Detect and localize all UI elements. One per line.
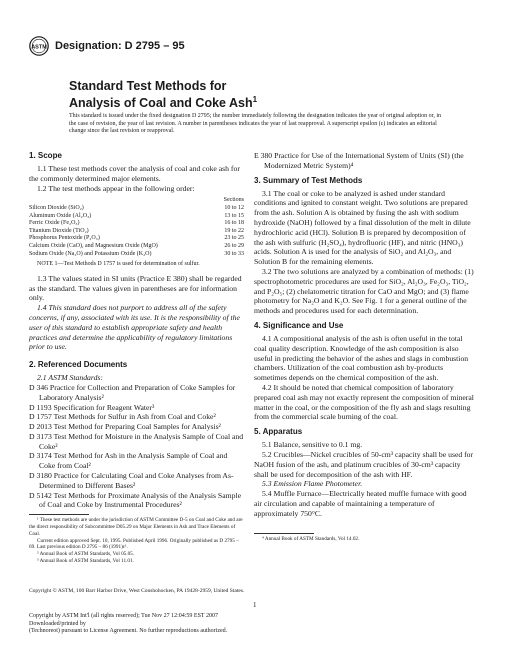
reference-item: D 3180 Practice for Calculating Coal and Coke Analyses from As-Determined to Different Bases² (29, 471, 234, 490)
title-line-1: Standard Test Methods for (69, 79, 227, 93)
summary-heading: 3. Summary of Test Methods (254, 175, 363, 185)
reference-item: D 3174 Test Method for Ash in the Analysis Sample of Coal and Coke from Coal² (29, 451, 228, 471)
page-number: 1 (253, 601, 257, 609)
section-row: Calcium Oxide (CaO), and Magnesium Oxide (MgO) 26 to 29 (29, 242, 244, 249)
apparatus-heading: 5. Apparatus (254, 427, 303, 437)
para-4-2: 4.2 It should be noted that chemical composition of laboratory prepared coal ash may not exactly represent the composition of mineral matter in the coal, or the composition of the fly ash and slags resulting from the commercial scale burning of the coal. (254, 382, 474, 422)
section-row: Ferric Oxide (Fe₂O₃) 16 to 18 (29, 220, 244, 227)
footnote: ¹ These test methods are under the jurisdiction of ASTM Committee D-5 on Coal and Coke and are the direct responsibility of Subcommittee D05.29 on Major Elements in Ash and Trace Elements of Coal. (29, 517, 243, 537)
refdocs-heading: 2. Referenced Documents (29, 360, 128, 370)
astm-logo (29, 36, 49, 56)
footnote: ³ Annual Book of ASTM Standards, Vol 11.01. (37, 558, 134, 565)
section-row: Silicon Dioxide (SiO₂) 10 to 12 (29, 204, 244, 211)
reference-item: D 346 Practice for Collection and Preparation of Coke Samples for Laboratory Analysis² (29, 382, 236, 402)
footer-line: Downloaded/printed by (29, 620, 86, 627)
footnote: ⁴ Annual Book of ASTM Standards, Vol 14.02. (262, 535, 360, 542)
reference-item: D 5142 Test Methods for Proximate Analysis of the Analysis Sample of Coal and Coke by Instrumental Procedures² (29, 490, 241, 510)
para-5-3: 5.3 Emission Flame Photometer. (262, 479, 363, 489)
para-1-3: 1.3 The values stated in SI units (Practice E 380) shall be regarded as the standard. The values given in parentheses are for information only. (29, 273, 242, 303)
scope-heading: 1. Scope (29, 151, 62, 160)
logo-text: ASTM (31, 44, 47, 51)
section-row: Titanium Dioxide (TiO₂) 19 to 22 (29, 227, 244, 234)
para-5-2: 5.2 Crucibles—Nickel crucibles of 50-cm³ capacity shall be used for NaOH fusion of the ash, and platinum crucibles of 30-cm³ capacity shall be used for decomposition of the ash with HF. (254, 449, 474, 479)
footnote: ² Annual Book of ASTM Standards, Vol 05.05. (37, 551, 135, 558)
para-1-1: 1.1 These test methods cover the analysis of coal and coke ash for the commonly determined major elements. (29, 164, 240, 183)
section-row: Phosphorus Pentoxide (P₂O₅) 23 to 25 (29, 235, 244, 242)
section-row: Aluminum Oxide (Al₂O₃) 13 to 15 (29, 212, 244, 219)
section-row: Sodium Oxide (Na₂O) and Potassium Oxide (K₂O) 30 to 33 (29, 250, 244, 257)
sections-table (29, 197, 244, 258)
document-title (69, 79, 369, 110)
reference-item-e380: E 380 Practice for Use of the International System of Units (SI) (the Modernized Metric System)⁴ (254, 151, 464, 170)
astm-standards-label: 2.1 ASTM Standards: (37, 373, 103, 383)
para-3-1: 3.1 The coal or coke to be analyzed is ashed under standard conditions and ignited to constant weight. Two solutions are prepared from the ash. Solution A is obtained by fusing the ash with sodium hydroxide (NaOH) followed by a final dissolution of the melt in dilute hydrochloric acid (HCl). Solution B is prepared by decomposition of the ash with sulfuric (H₂SO₄), hydrofluoric (HF), and nitric (HNO₃) acids. Solution A is used for the analysis of SiO₂ and Al₂O₃, and Solution B for the remaining elements. (254, 188, 471, 267)
title-line-2: Analysis of Coal and Coke Ash$^1$ (69, 95, 258, 111)
para-4-1: 4.1 A compositional analysis of the ash is often useful in the total coal quality description. Knowledge of the ash composition is also useful in predicting the behavior of the ashes and slags in combustion chambers. Utilization of the coal combustion ash by-products sometimes depends on the chemical composition of the ash. (254, 333, 469, 383)
right-column (254, 151, 476, 542)
footnote-divider (254, 533, 314, 534)
note-1: NOTE 1—Test Methods D 1757 is used for determination of sulfur. (37, 261, 200, 268)
significance-heading: 4. Significance and Use (254, 320, 344, 330)
reference-item: D 3173 Test Method for Moisture in the Analysis Sample of Coal and Coke² (29, 431, 244, 451)
reference-item: D 1193 Specification for Reagent Water³ (29, 402, 155, 412)
footer-line: (Technoreot) pursuant to License Agreement. No further reproductions authorized. (29, 628, 228, 634)
footer-line: Copyright by ASTM Int'l (all rights reserved); Tue Nov 27 12:04:59 EST 2007 (29, 613, 218, 619)
download-footer (29, 613, 449, 636)
footnote: Current edition approved Sept. 10, 1995. Published April 1996. Originally published as D 2795 – 69. Last previous edition D 2795 – 86 (1991)ε¹. (29, 537, 239, 551)
para-5-1: 5.1 Balance, sensitive to 0.1 mg. (262, 440, 363, 450)
para-1-4: 1.4 This standard does not purport to address all of the safety concerns, if any, associated with its use. It is the responsibility of the user of this standard to establish appropriate safety and health practices and determine the applicability of regulatory limitations prior to use. (29, 303, 240, 352)
para-3-2: 3.2 The two solutions are analyzed by a combination of methods: (1) spectrophotometric procedures are used for SiO₂, Al₂O₃, Fe₂O₃, TiO₂, and P₂O₅; (2) chelatometric titration for CaO and MgO; and (3) flame photometry for Na₂O and K₂O. See Fig. 1 for a general outline of the methods and procedures used for each determination. (254, 266, 474, 316)
sections-label: Sections (223, 197, 244, 204)
left-column (29, 151, 244, 565)
reference-item: D 1757 Test Methods for Sulfur in Ash from Coal and Coke² (29, 412, 216, 422)
issued-note: This standard is issued under the fixed designation D 2795; the number immediately following the designation indicates the year of original adoption or, in the case of revision, the year of last revision. A number in parentheses indicates the year of last reapproval. A superscript epsilon (ε) indicates an editorial change since the last revision or reapproval. (69, 113, 442, 135)
reference-item: D 2013 Test Method for Preparing Coal Samples for Analysis² (29, 422, 221, 432)
footnote-divider (29, 514, 89, 515)
para-5-4: 5.4 Muffle Furnace—Electrically heated muffle furnace with good air circulation and capable of maintaining a temperature of approximately 750°C. (254, 489, 467, 518)
copyright-line: Copyright © ASTM, 100 Barr Harbor Drive, West Conshohocken, PA 19428-2959, United States. (29, 588, 245, 594)
designation: Designation: D 2795 – 95 (55, 40, 185, 52)
para-1-2: 1.2 The test methods appear in the following order: (37, 183, 195, 193)
